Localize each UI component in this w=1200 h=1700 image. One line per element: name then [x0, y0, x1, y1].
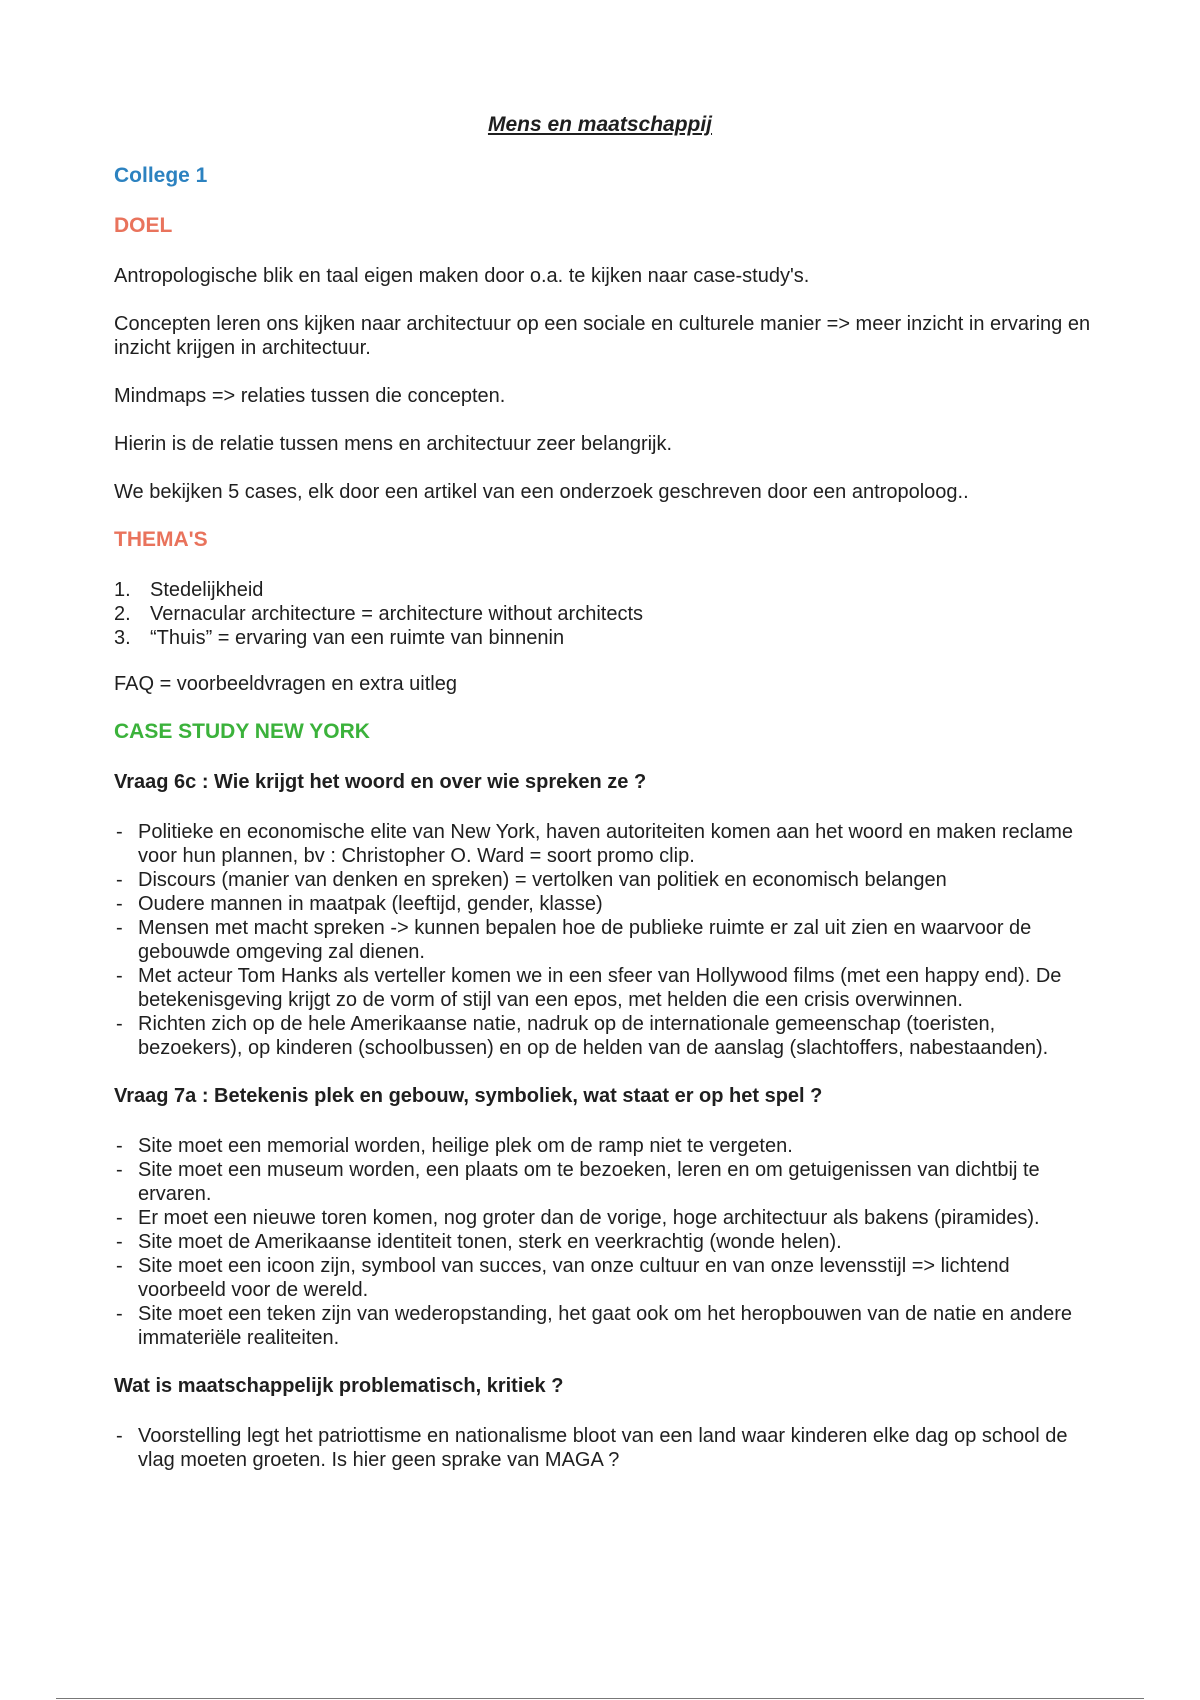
- answer-list: [114, 820, 1094, 1060]
- list-item: [114, 626, 1094, 650]
- list-item: - Voorstelling legt het patriottisme en nationalisme bloot van een land waar kinderen elke dag op school de vlag moeten groeten. Is hier geen sprake van MAGA ?: [114, 1424, 1094, 1472]
- question-heading: Vraag 6c : Wie krijgt het woord en over wie spreken ze ?: [114, 771, 647, 793]
- list-item: [114, 602, 1094, 626]
- paragraph: Concepten leren ons kijken naar architectuur op een sociale en culturele manier => meer inzicht in ervaring en inzicht krijgen in architectuur.: [114, 313, 1091, 359]
- paragraph: Antropologische blik en taal eigen maken door o.a. te kijken naar case-study's.: [114, 265, 810, 287]
- footer-divider: [56, 1698, 1144, 1699]
- paragraph: Mindmaps => relaties tussen die concepten.: [114, 385, 506, 407]
- case-study-heading: CASE STUDY NEW YORK: [114, 720, 370, 743]
- faq-line: FAQ = voorbeeldvragen en extra uitleg: [114, 673, 457, 695]
- list-text: “Thuis” = ervaring van een ruimte van binnenin: [150, 627, 565, 649]
- list-item: - Site moet een icoon zijn, symbool van succes, van onze cultuur en van onze levensstijl => lichtend voorbeeld voor de wereld.: [114, 1254, 1094, 1302]
- list-number: 2.: [114, 603, 131, 625]
- list-text: Stedelijkheid: [150, 579, 264, 601]
- doel-heading: DOEL: [114, 214, 173, 237]
- list-item: - Oudere mannen in maatpak (leeftijd, gender, klasse): [114, 892, 1094, 916]
- list-number: 1.: [114, 579, 131, 601]
- list-number: 3.: [114, 627, 131, 649]
- list-item: - Richten zich op de hele Amerikaanse natie, nadruk op de internationale gemeenschap (toeristen, bezoekers), op kinderen (schoolbussen) en op de helden van de aanslag (slachtoffers, nabestaanden).: [114, 1012, 1094, 1060]
- list-item: - Mensen met macht spreken -> kunnen bepalen hoe de publieke ruimte er zal uit zien en waarvoor de gebouwde omgeving zal dienen.: [114, 916, 1094, 964]
- themas-heading: THEMA'S: [114, 528, 208, 551]
- list-item: - Met acteur Tom Hanks als verteller komen we in een sfeer van Hollywood films (met een happy end). De betekenisgeving krijgt zo de vorm of stijl van een epos, met helden die een crisis overwinnen.: [114, 964, 1094, 1012]
- paragraph: We bekijken 5 cases, elk door een artikel van een onderzoek geschreven door een antropoloog..: [114, 481, 969, 503]
- list-item: - Site moet een museum worden, een plaats om te bezoeken, leren en om getuigenissen van dichtbij te ervaren.: [114, 1158, 1094, 1206]
- list-item: - Site moet een memorial worden, heilige plek om de ramp niet te vergeten.: [114, 1134, 1094, 1158]
- question-heading: Wat is maatschappelijk problematisch, kritiek ?: [114, 1375, 564, 1397]
- list-item: [114, 578, 1094, 602]
- list-item: - Politieke en economische elite van New York, haven autoriteiten komen aan het woord en maken reclame voor hun plannen, bv : Christopher O. Ward = soort promo clip.: [114, 820, 1094, 868]
- paragraph: Hierin is de relatie tussen mens en architectuur zeer belangrijk.: [114, 433, 673, 455]
- page-title: Mens en maatschappij: [487, 113, 713, 136]
- document-body: [114, 164, 1094, 1496]
- answer-list: [114, 1424, 1094, 1472]
- list-text: Vernacular architecture = architecture without architects: [150, 603, 644, 625]
- list-item: - Er moet een nieuwe toren komen, nog groter dan de vorige, hoge architectuur als bakens (piramides).: [114, 1206, 1094, 1230]
- list-item: - Discours (manier van denken en spreken) = vertolken van politiek en economisch belangen: [114, 868, 1094, 892]
- question-heading: Vraag 7a : Betekenis plek en gebouw, symboliek, wat staat er op het spel ?: [114, 1085, 823, 1107]
- list-item: - Site moet een teken zijn van wederopstanding, het gaat ook om het heropbouwen van de natie en andere immateriële realiteiten.: [114, 1302, 1094, 1350]
- list-item: - Site moet de Amerikaanse identiteit tonen, sterk en veerkrachtig (wonde helen).: [114, 1230, 1094, 1254]
- college-heading: College 1: [114, 164, 208, 187]
- answer-list: [114, 1134, 1094, 1350]
- themes-list: [114, 578, 1094, 650]
